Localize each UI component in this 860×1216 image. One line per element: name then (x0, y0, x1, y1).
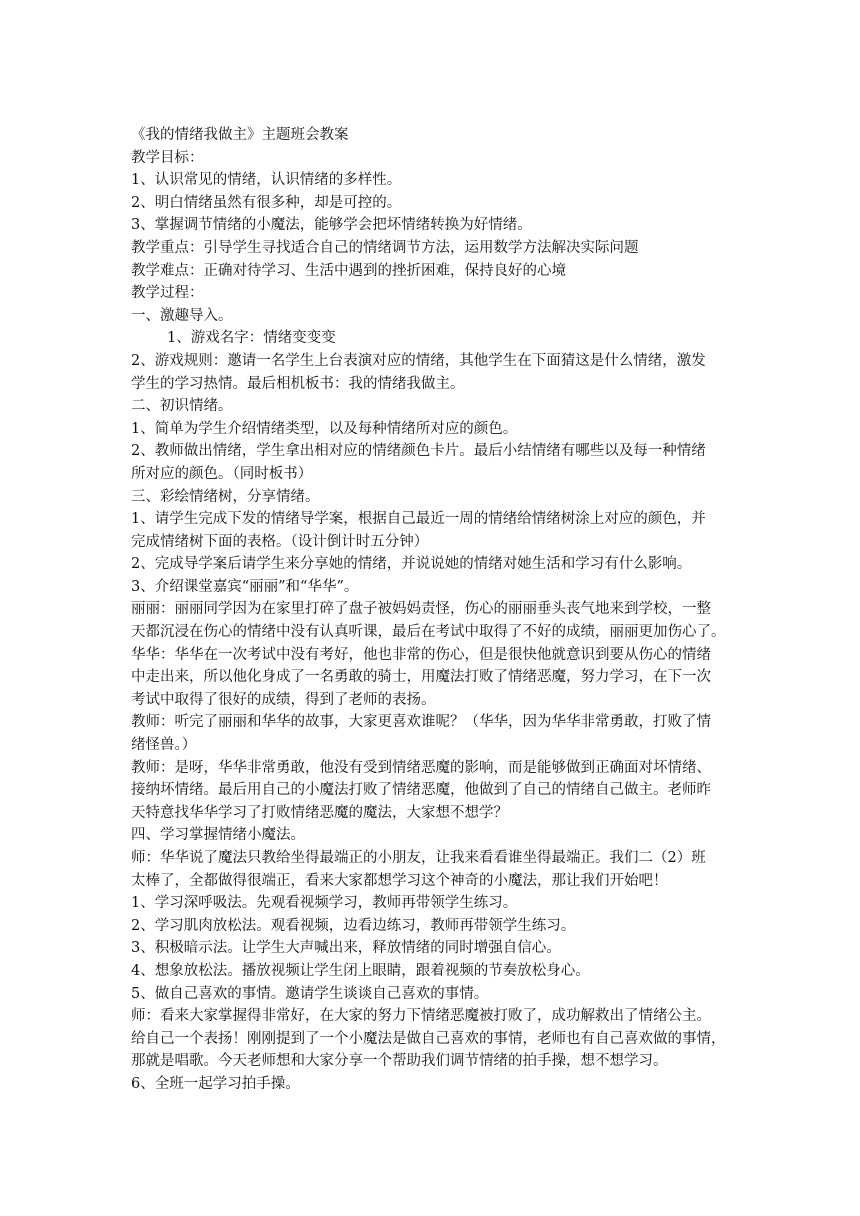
text-line: 3、介绍课堂嘉宾“丽丽”和“华华”。 (131, 578, 359, 595)
text-line: 2、游戏规则：邀请一名学生上台表演对应的情绪，其他学生在下面猜这是什么情绪，激发 (131, 352, 706, 369)
lesson-plan-document (131, 124, 733, 1096)
text-line: 2、完成导学案后请学生来分享她的情绪，并说说她的情绪对她生活和学习有什么影响。 (131, 556, 692, 573)
text-line: 教学难点：正确对待学习、生活中遇到的挫折困难，保持良好的心境 (131, 262, 566, 279)
document-title: 《我的情绪我做主》主题班会教案 (131, 127, 349, 143)
text-line: 师：看来大家掌握得非常好，在大家的努力下情绪恶魔被打败了，成功解救出了情绪公主。 (131, 1008, 711, 1025)
section-heading: 四、学习掌握情绪小魔法。 (131, 827, 305, 844)
text-line: 接纳坏情绪。最后用自己的小魔法打败了情绪恶魔，他做到了自己的情绪自己做主。老师昨 (131, 782, 711, 799)
text-line: 太棒了，全都做得很端正，看来大家都想学习这个神奇的小魔法，那让我们开始吧！ (131, 872, 668, 889)
text-line: 4、想象放松法。播放视频让学生闭上眼睛，跟着视频的节奏放松身心。 (131, 962, 590, 979)
text-line: 天特意找华华学习了打败情绪恶魔的魔法，大家想不想学？ (131, 804, 508, 821)
text-line: 丽丽：丽丽同学因为在家里打碎了盘子被妈妈责怪，伤心的丽丽垂头丧气地来到学校，一整 (131, 601, 711, 618)
section-heading: 二、初识情绪。 (131, 398, 233, 415)
text-line: 教学重点：引导学生寻找适合自己的情绪调节方法，运用数学方法解决实际问题 (131, 239, 639, 256)
section-heading: 三、彩绘情绪树，分享情绪。 (131, 488, 320, 505)
text-line: 1、请学生完成下发的情绪导学案，根据自己最近一周的情绪给情绪树涂上对应的颜色，并 (131, 511, 706, 528)
text-line: 师：华华说了魔法只教给坐得最端正的小朋友，让我来看看谁坐得最端正。我们二（2）班 (131, 850, 706, 866)
text-line: 教师：听完了丽丽和华华的故事，大家更喜欢谁呢？（华华，因为华华非常勇敢，打败了情 (131, 714, 711, 731)
text-line: 2、教师做出情绪，学生拿出相对应的情绪颜色卡片。最后小结情绪有哪些以及每一种情绪 (131, 443, 706, 460)
text-line: 1、简单为学生介绍情绪类型，以及每种情绪所对应的颜色。 (131, 420, 518, 437)
text-line: 华华：华华在一次考试中没有考好，他也非常的伤心，但是很快他就意识到要从伤心的情绪 (131, 646, 711, 663)
text-line: 中走出来，所以他化身成了一名勇敢的骑士，用魔法打败了情绪恶魔，努力学习，在下一次 (131, 669, 711, 686)
text-line: 1、学习深呼吸法。先观看视频学习，教师再带领学生练习。 (131, 895, 518, 912)
section-heading: 一、激趣导入。 (131, 307, 233, 324)
text-line: 考试中取得了很好的成绩，得到了老师的表扬。 (131, 691, 436, 708)
text-line: 2、学习肌肉放松法。观看视频，边看边练习，教师再带领学生练习。 (131, 917, 576, 934)
section-heading: 教学过程： (131, 285, 204, 302)
text-line: 那就是唱歌。今天老师想和大家分享一个帮助我们调节情绪的拍手操，想不想学习。 (131, 1053, 668, 1070)
text-line: 学生的学习热情。最后相机板书：我的情绪我做主。 (131, 375, 465, 392)
text-line: 1、游戏名字：情绪变变变 (167, 330, 336, 347)
section-heading: 教学目标： (131, 149, 204, 166)
text-line: 完成情绪树下面的表格。（设计倒计时五分钟） (131, 533, 429, 550)
text-line: 给自己一个表扬！刚刚提到了一个小魔法是做自己喜欢的事情，老师也有自己喜欢做的事情， (131, 1030, 726, 1047)
text-line: 3、积极暗示法。让学生大声喊出来，释放情绪的同时增强自信心。 (131, 940, 561, 957)
text-line: 3、掌握调节情绪的小魔法，能够学会把坏情绪转换为好情绪。 (131, 217, 532, 234)
text-line: 所对应的颜色。（同时板书） (131, 465, 313, 482)
text-line: 2、明白情绪虽然有很多种，却是可控的。 (131, 194, 402, 211)
text-line: 教师：是呀，华华非常勇敢，他没有受到情绪恶魔的影响，而是能够做到正确面对坏情绪、 (131, 759, 711, 776)
text-line: 天都沉浸在伤心的情绪中没有认真听课，最后在考试中取得了不好的成绩，丽丽更加伤心了。 (131, 624, 726, 641)
text-line: 1、认识常见的情绪，认识情绪的多样性。 (131, 172, 402, 189)
text-line: 绪怪兽。） (131, 737, 197, 754)
text-line: 6、全班一起学习拍手操。 (131, 1075, 300, 1092)
text-line: 5、做自己喜欢的事情。邀请学生谈谈自己喜欢的事情。 (131, 985, 489, 1002)
